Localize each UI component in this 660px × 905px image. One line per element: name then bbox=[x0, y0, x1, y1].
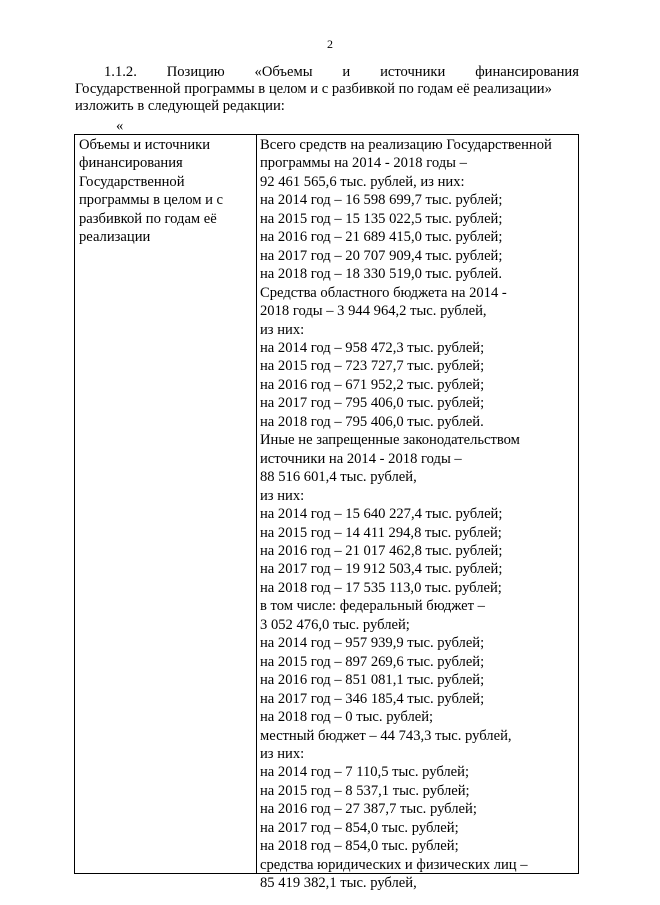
intro-word: «Объемы bbox=[254, 64, 313, 80]
page-number: 2 bbox=[327, 37, 333, 51]
value-line: на 2016 год – 21 689 415,0 тыс. рублей; bbox=[260, 229, 503, 246]
value-line: из них: bbox=[260, 745, 305, 762]
value-line: 92 461 565,6 тыс. рублей, из них: bbox=[260, 173, 465, 190]
value-line: на 2014 год – 958 472,3 тыс. рублей; bbox=[260, 339, 485, 356]
value-line: на 2016 год – 851 081,1 тыс. рублей; bbox=[260, 672, 485, 689]
label-line: разбивкой по годам её bbox=[79, 210, 217, 227]
intro-line-3: изложить в следующей редакции: bbox=[75, 98, 285, 114]
value-line: 2018 годы – 3 944 964,2 тыс. рублей, bbox=[260, 303, 487, 320]
funding-table bbox=[74, 134, 579, 892]
value-line: на 2018 год – 0 тыс. рублей; bbox=[260, 709, 434, 726]
value-line: из них: bbox=[260, 321, 305, 338]
label-line: финансирования bbox=[79, 155, 183, 172]
value-line: на 2016 год – 21 017 462,8 тыс. рублей; bbox=[260, 542, 503, 559]
intro-word: финансирования bbox=[475, 64, 579, 80]
label-line: реализации bbox=[79, 229, 151, 246]
value-line: Иные не запрещенные законодательством bbox=[260, 432, 520, 449]
opening-quote: « bbox=[116, 118, 124, 134]
value-line: на 2017 год – 19 912 503,4 тыс. рублей; bbox=[260, 561, 503, 578]
value-line: на 2014 год – 7 110,5 тыс. рублей; bbox=[260, 764, 470, 781]
value-line: Средства областного бюджета на 2014 - bbox=[260, 284, 507, 301]
value-line: Всего средств на реализацию Государственной bbox=[260, 137, 552, 153]
value-line: на 2017 год – 346 185,4 тыс. рублей; bbox=[260, 690, 485, 707]
value-line: средства юридических и физических лиц – bbox=[260, 856, 528, 873]
value-line: в том числе: федеральный бюджет – bbox=[260, 598, 485, 615]
value-line: на 2015 год – 897 269,6 тыс. рублей; bbox=[260, 653, 485, 670]
value-line: из них: bbox=[260, 487, 305, 504]
intro-word: 1.1.2. bbox=[104, 64, 137, 80]
value-line: на 2016 год – 27 387,7 тыс. рублей; bbox=[260, 801, 477, 818]
value-line: на 2018 год – 17 535 113,0 тыс. рублей; bbox=[260, 579, 502, 596]
value-line: на 2018 год – 854,0 тыс. рублей; bbox=[260, 838, 459, 855]
table-label-cell bbox=[75, 135, 257, 873]
value-line: 3 052 476,0 тыс. рублей; bbox=[260, 616, 410, 633]
value-line: 85 419 382,1 тыс. рублей, bbox=[260, 875, 417, 892]
intro-first-line bbox=[75, 64, 579, 81]
value-line: на 2014 год – 957 939,9 тыс. рублей; bbox=[260, 635, 485, 652]
value-line: 88 516 601,4 тыс. рублей, bbox=[260, 469, 417, 486]
table-value-cell bbox=[257, 135, 578, 892]
value-line: на 2016 год – 671 952,2 тыс. рублей; bbox=[260, 376, 485, 393]
value-line: на 2014 год – 16 598 699,7 тыс. рублей; bbox=[260, 192, 503, 209]
value-line: на 2015 год – 723 727,7 тыс. рублей; bbox=[260, 358, 485, 375]
value-line: источники на 2014 - 2018 годы – bbox=[260, 450, 462, 467]
label-line: Государственной bbox=[79, 173, 185, 190]
intro-word: и bbox=[342, 64, 351, 80]
value-line: местный бюджет – 44 743,3 тыс. рублей, bbox=[260, 727, 512, 744]
label-line: Объемы и источники bbox=[79, 137, 211, 153]
value-line: на 2018 год – 18 330 519,0 тыс. рублей. bbox=[260, 266, 503, 283]
value-line: программы на 2014 - 2018 годы – bbox=[260, 155, 467, 172]
value-line: на 2017 год – 854,0 тыс. рублей; bbox=[260, 819, 459, 836]
intro-word: Позицию bbox=[166, 64, 225, 80]
value-line: на 2017 год – 795 406,0 тыс. рублей; bbox=[260, 395, 485, 412]
value-line: на 2014 год – 15 640 227,4 тыс. рублей; bbox=[260, 506, 503, 523]
value-line: на 2015 год – 14 411 294,8 тыс. рублей; bbox=[260, 524, 502, 541]
value-line: на 2018 год – 795 406,0 тыс. рублей. bbox=[260, 413, 484, 430]
intro-line-2: Государственной программы в целом и с разбивкой по годам её реализации» bbox=[75, 81, 552, 97]
intro-paragraph bbox=[75, 64, 579, 115]
value-line: на 2015 год – 15 135 022,5 тыс. рублей; bbox=[260, 210, 503, 227]
value-line: на 2017 год – 20 707 909,4 тыс. рублей; bbox=[260, 247, 503, 264]
value-line: на 2015 год – 8 537,1 тыс. рублей; bbox=[260, 782, 470, 799]
intro-word: источники bbox=[380, 64, 446, 80]
label-line: программы в целом и с bbox=[79, 192, 224, 209]
